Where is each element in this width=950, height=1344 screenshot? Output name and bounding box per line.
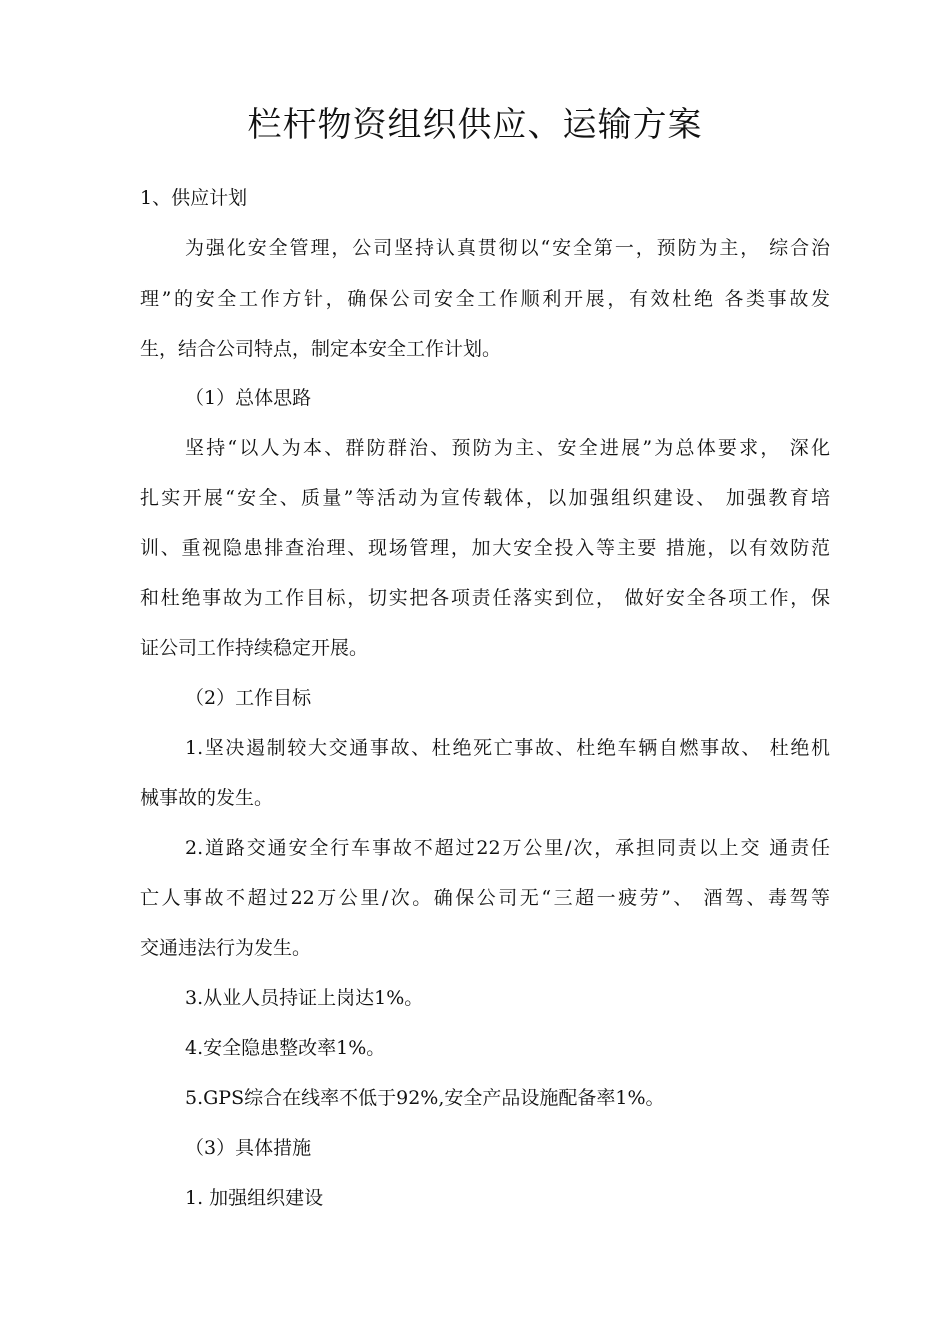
goal-5: 5.GPS综合在线率不低于92%,安全产品设施配备率1%。 [185,1087,665,1109]
approach-line-4: 和杜绝事故为工作目标，切实把各项责任落实到位， 做好安全各项工作，保 [140,587,830,609]
intro-line-2: 理”的安全工作方针，确保公司安全工作顺利开展，有效杜绝 各类事故发 [140,288,830,310]
goal-4: 4.安全隐患整改率1%。 [185,1037,386,1059]
intro-line-3: 生，结合公司特点，制定本安全工作计划。 [140,338,502,360]
document-title: 栏杆物资组织供应、运输方案 [247,105,703,145]
approach-line-5: 证公司工作持续稳定开展。 [140,637,369,659]
section-heading-supply-plan: 1、供应计划 [140,187,248,209]
goal-2-line-2: 亡人事故不超过22万公里/次。确保公司无“三超一疲劳”、 酒驾、毒驾等 [140,887,830,909]
goal-2-line-1: 2.道路交通安全行车事故不超过22万公里/次，承担同责以上交 通责任 [185,837,830,859]
approach-line-2: 扎实开展“安全、质量”等活动为宣传载体，以加强组织建设、 加强教育培 [140,487,830,509]
subheading-specific-measures: （3）具体措施 [185,1137,312,1159]
subheading-overall-approach: （1）总体思路 [185,387,312,409]
goal-1-line-2: 械事故的发生。 [140,787,274,809]
intro-line-1: 为强化安全管理，公司坚持认真贯彻以“安全第一，预防为主， 综合治 [185,237,830,259]
approach-line-3: 训、重视隐患排查治理、现场管理，加大安全投入等主要 措施，以有效防范 [140,537,830,559]
measure-1: 1. 加强组织建设 [185,1187,324,1209]
subheading-work-goals: （2）工作目标 [185,687,312,709]
goal-2-line-3: 交通违法行为发生。 [140,937,312,959]
approach-line-1: 坚持“以人为本、群防群治、预防为主、安全进展”为总体要求， 深化 [185,437,830,459]
goal-3: 3.从业人员持证上岗达1%。 [185,987,424,1009]
goal-1-line-1: 1.坚决遏制较大交通事故、杜绝死亡事故、杜绝车辆自燃事故、 杜绝机 [185,737,830,759]
